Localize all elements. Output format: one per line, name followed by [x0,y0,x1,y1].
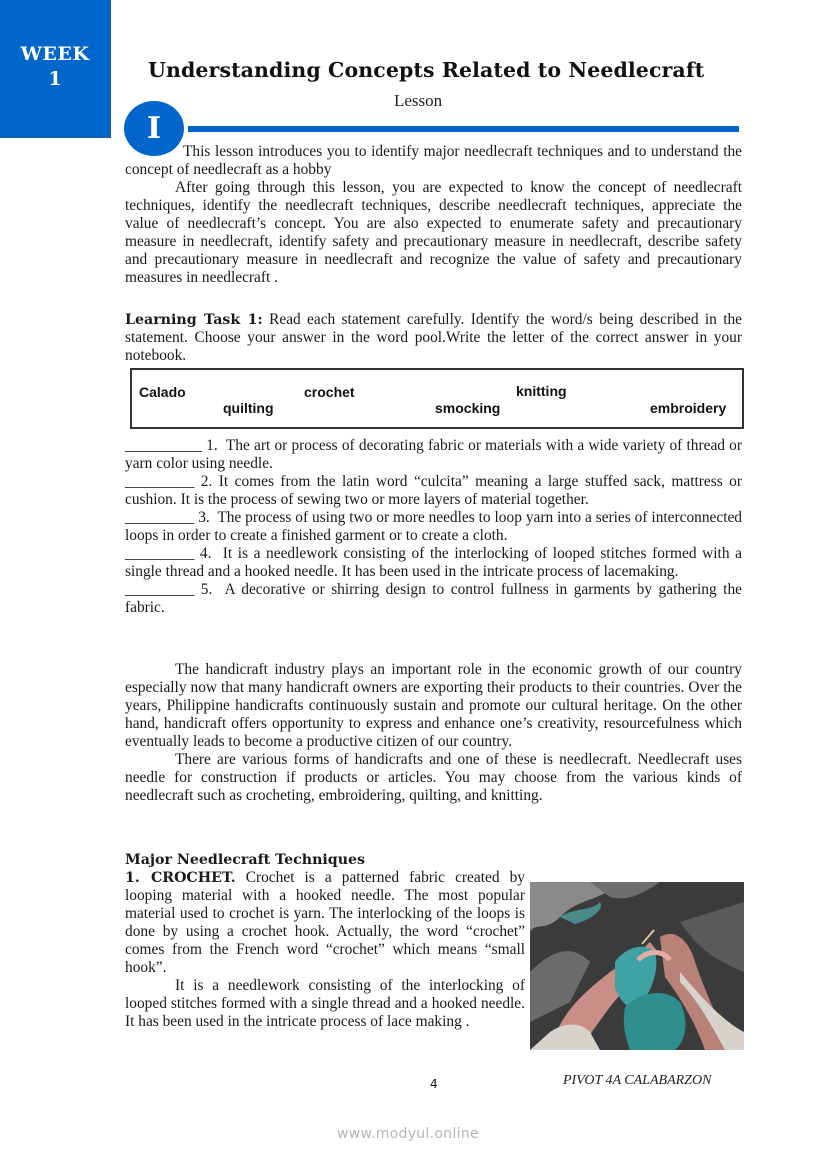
item-text: The art or process of decorating fabric or materials with a wide variety of thread or yarn color using needle. [125,437,743,472]
item-text: A decorative or shirring design to control fullness in garments by gathering the fabric. [125,581,742,616]
crochet-label: 1. CROCHET. [125,870,236,886]
item-text: It is a needlework consisting of the interlocking of looped stitches formed with a single thread and a hooked needle. It has been used in the intricate process of lacemaking. [125,545,742,580]
word-pool-box [130,368,744,429]
task-item-2 [125,473,742,509]
item-number: 4. [199,545,212,562]
item-text: The process of using two or more needles to loop yarn into a series of interconnected loops in order to create a finished garment or to create a cloth. [125,509,742,544]
crochet-hands-image [530,882,744,1050]
page-title: Understanding Concepts Related to Needlecraft [148,58,705,82]
learning-task-instructions [125,311,742,365]
crochet-paragraph-2: It is a needlework consisting of the interlocking of looped stitches formed with a single thread and a hooked needle. It has been used in the intricate process of lace making . [125,977,525,1030]
learning-task-text: Read each statement carefully. Identify the word/s being described in the statement. Choose your answer in the word pool.Write the letter of the correct answer in your notebook. [125,311,742,364]
page-number: 4 [430,1077,438,1091]
word-pool-item: knitting [516,383,567,399]
answer-blank: _________ [125,545,195,562]
week-label: WEEK [20,43,90,65]
item-number: 1. [206,437,218,454]
publisher-footer: PIVOT 4A CALABARZON [563,1073,712,1088]
task-item-4 [125,545,742,581]
handicraft-paragraph-1: The handicraft industry plays an important role in the economic growth of our country especially now that many handicraft owners are exporting their products to their countries. Over the years, Philippine handicrafts continuously sustain and promote our cultural heritage. On the other hand, handicraft offers opportunity to express and enhance one’s creativity, resourcefulness which eventually leads to become a productive citizen of our country. [125,661,742,750]
week-badge [0,0,111,138]
crochet-photo [530,882,744,1050]
task-item-3 [125,509,742,545]
word-pool-item: crochet [304,384,355,400]
watermark-url: www.modyul.online [337,1126,479,1142]
header-divider [188,126,739,132]
intro-section [125,143,742,287]
week-number: 1 [48,68,62,90]
word-pool-item: quilting [223,400,274,416]
learning-task-label: Learning Task 1: [125,312,263,328]
page-subtitle: Lesson [394,91,443,110]
intro-paragraph-1: This lesson introduces you to identify major needlecraft techniques and to understand the concept of needlecraft as a hobby [125,143,742,178]
item-number: 3. [198,509,210,526]
answer-blank: _________ [125,473,195,490]
task-items [125,437,742,617]
item-text: It comes from the latin word “culcita” meaning a large stuffed sack, mattress or cushion. It is the process of sewing two or more layers of material together. [125,473,742,508]
crochet-paragraph-1: Crochet is a patterned fabric created by looping material with a hooked needle. The most popular material used to crochet is yarn. The interlocking of the loops is done by using a crochet hook. Actually, the word “crochet” comes from the French word “crochet” which means “small hook”. [125,869,525,976]
section-letter-badge: I [124,101,184,156]
task-item-1 [125,437,742,473]
techniques-section [125,851,525,1031]
answer-blank: _________ [125,581,195,598]
item-number: 2. [200,473,213,490]
word-pool-item: Calado [139,384,186,400]
intro-paragraph-2: After going through this lesson, you are expected to know the concept of needlecraft techniques, identify the needlecraft techniques, describe needlecraft techniques, appreciate the value of needlecraft’s concept. You are also expected to enumerate safety and precautionary measure in needlecraft, identify safety and precautionary measure in needlecraft, describe safety and precautionary measure in needlecraft and recognize the value of safety and precautionary measures in needlecraft . [125,179,742,286]
task-item-5 [125,581,742,617]
word-pool-item: embroidery [650,400,727,416]
answer-blank: _________ [125,509,195,526]
techniques-heading: Major Needlecraft Techniques [125,852,366,868]
handicraft-paragraph-2: There are various forms of handicrafts and one of these is needlecraft. Needlecraft uses needle for construction if products or articles. You may choose from the various kinds of needlecraft such as crocheting, embroidering, quilting, and knitting. [125,751,742,804]
answer-blank: __________ [125,437,202,454]
handicraft-section [125,661,742,805]
word-pool-item: smocking [435,400,501,416]
item-number: 5. [200,581,213,598]
